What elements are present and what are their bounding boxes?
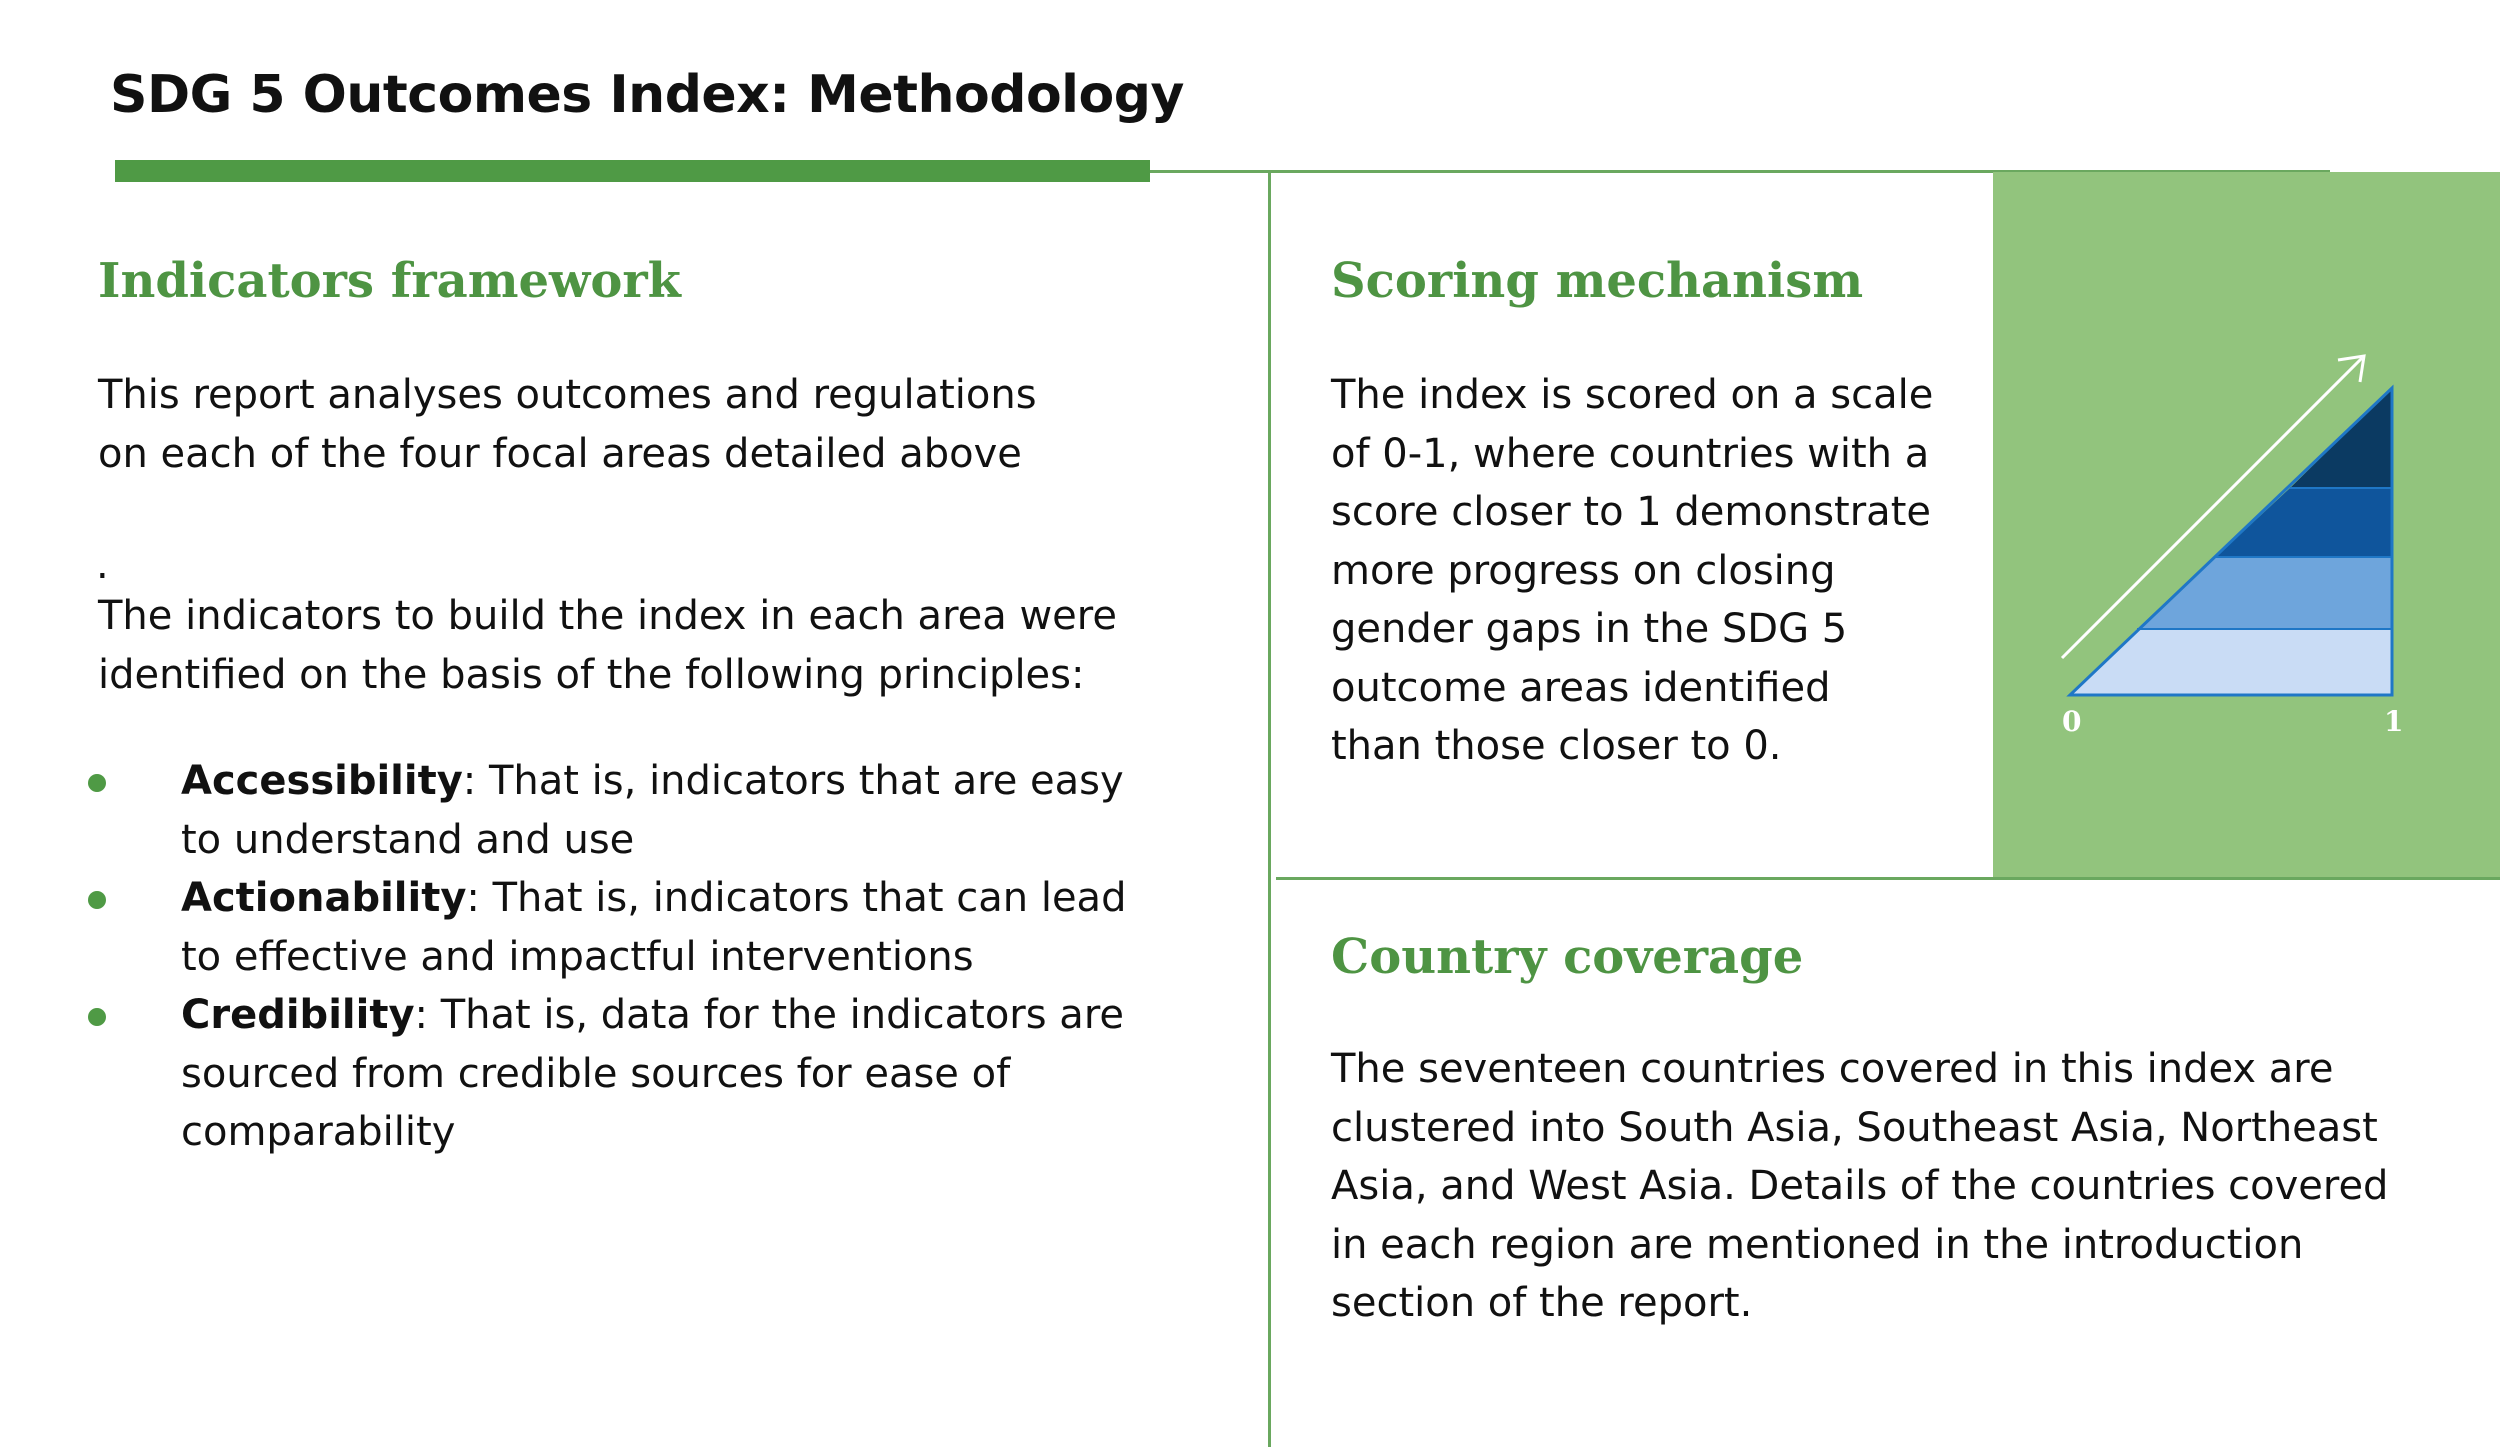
scale-tier-2 — [2216, 488, 2392, 557]
scale-min-label: 0 — [2062, 705, 2082, 738]
indicators-framework-heading: Indicators framework — [98, 253, 681, 309]
coverage-line: clustered into South Asia, Southeast Asia, Northeast — [1331, 1104, 2378, 1151]
scoring-mechanism-heading: Scoring mechanism — [1331, 253, 1864, 309]
scoring-line: outcome areas identified — [1331, 664, 1831, 711]
indicators-intro-line: on each of the four focal areas detailed above — [98, 430, 1022, 477]
principles-bullet-list — [0, 752, 1200, 1162]
coverage-description-text — [1331, 1040, 2491, 1333]
bullet-dot-icon — [88, 774, 106, 792]
bullet-dot-icon — [88, 1008, 106, 1026]
center-divider-line — [1268, 172, 1271, 1447]
indicators-intro-line: This report analyses outcomes and regulations — [98, 372, 1037, 418]
scale-tier-4 — [2070, 629, 2392, 695]
scoring-line: more progress on closing — [1331, 547, 1836, 594]
title-underline-bar — [115, 160, 1150, 182]
list-item — [0, 869, 1181, 986]
indicators-principles-line: The indicators to build the index in each area were — [98, 593, 1117, 639]
scoring-line: of 0-1, where countries with a — [1331, 430, 1930, 477]
bullet-description-line: to understand and use — [181, 816, 635, 863]
bullet-description: : That is, indicators that are easy — [462, 758, 1124, 804]
page-title: SDG 5 Outcomes Index: Methodology — [110, 65, 1184, 125]
country-coverage-heading: Country coverage — [1331, 929, 1804, 985]
bullet-dot-icon — [88, 891, 106, 909]
bullet-description: : That is, indicators that can lead — [466, 875, 1127, 921]
coverage-line: The seventeen countries covered in this index are — [1331, 1046, 2334, 1092]
bullet-description-line: sourced from credible sources for ease of — [181, 1050, 1011, 1097]
scoring-scale-diagram — [2040, 340, 2470, 760]
bullet-description-line: comparability — [181, 1109, 456, 1155]
stray-period: . — [96, 542, 109, 588]
scoring-line: score closer to 1 demonstrate — [1331, 489, 1931, 535]
coverage-line: in each region are mentioned in the introduction — [1331, 1221, 2304, 1268]
bullet-term: Actionability — [181, 875, 467, 921]
bullet-description-line: to effective and impactful interventions — [181, 933, 974, 980]
middle-divider-line — [1276, 877, 2500, 880]
bullet-description: : That is, data for the indicators are — [414, 992, 1124, 1038]
bullet-term: Credibility — [181, 992, 415, 1038]
scoring-line: than those closer to 0. — [1331, 723, 1782, 769]
indicators-intro-text — [98, 366, 1248, 483]
list-item — [0, 752, 1181, 869]
scale-max-label: 1 — [2384, 705, 2404, 738]
indicators-principles-text — [98, 587, 1268, 704]
list-item — [0, 986, 1181, 1162]
scoring-description-text — [1331, 366, 1971, 776]
indicators-principles-line: identified on the basis of the following principles: — [98, 651, 1085, 698]
scoring-line: The index is scored on a scale — [1331, 372, 1934, 418]
scoring-line: gender gaps in the SDG 5 — [1331, 606, 1848, 652]
coverage-line: Asia, and West Asia. Details of the countries covered — [1331, 1163, 2389, 1209]
bullet-term: Accessibility — [181, 758, 463, 804]
coverage-line: section of the report. — [1331, 1280, 1753, 1326]
